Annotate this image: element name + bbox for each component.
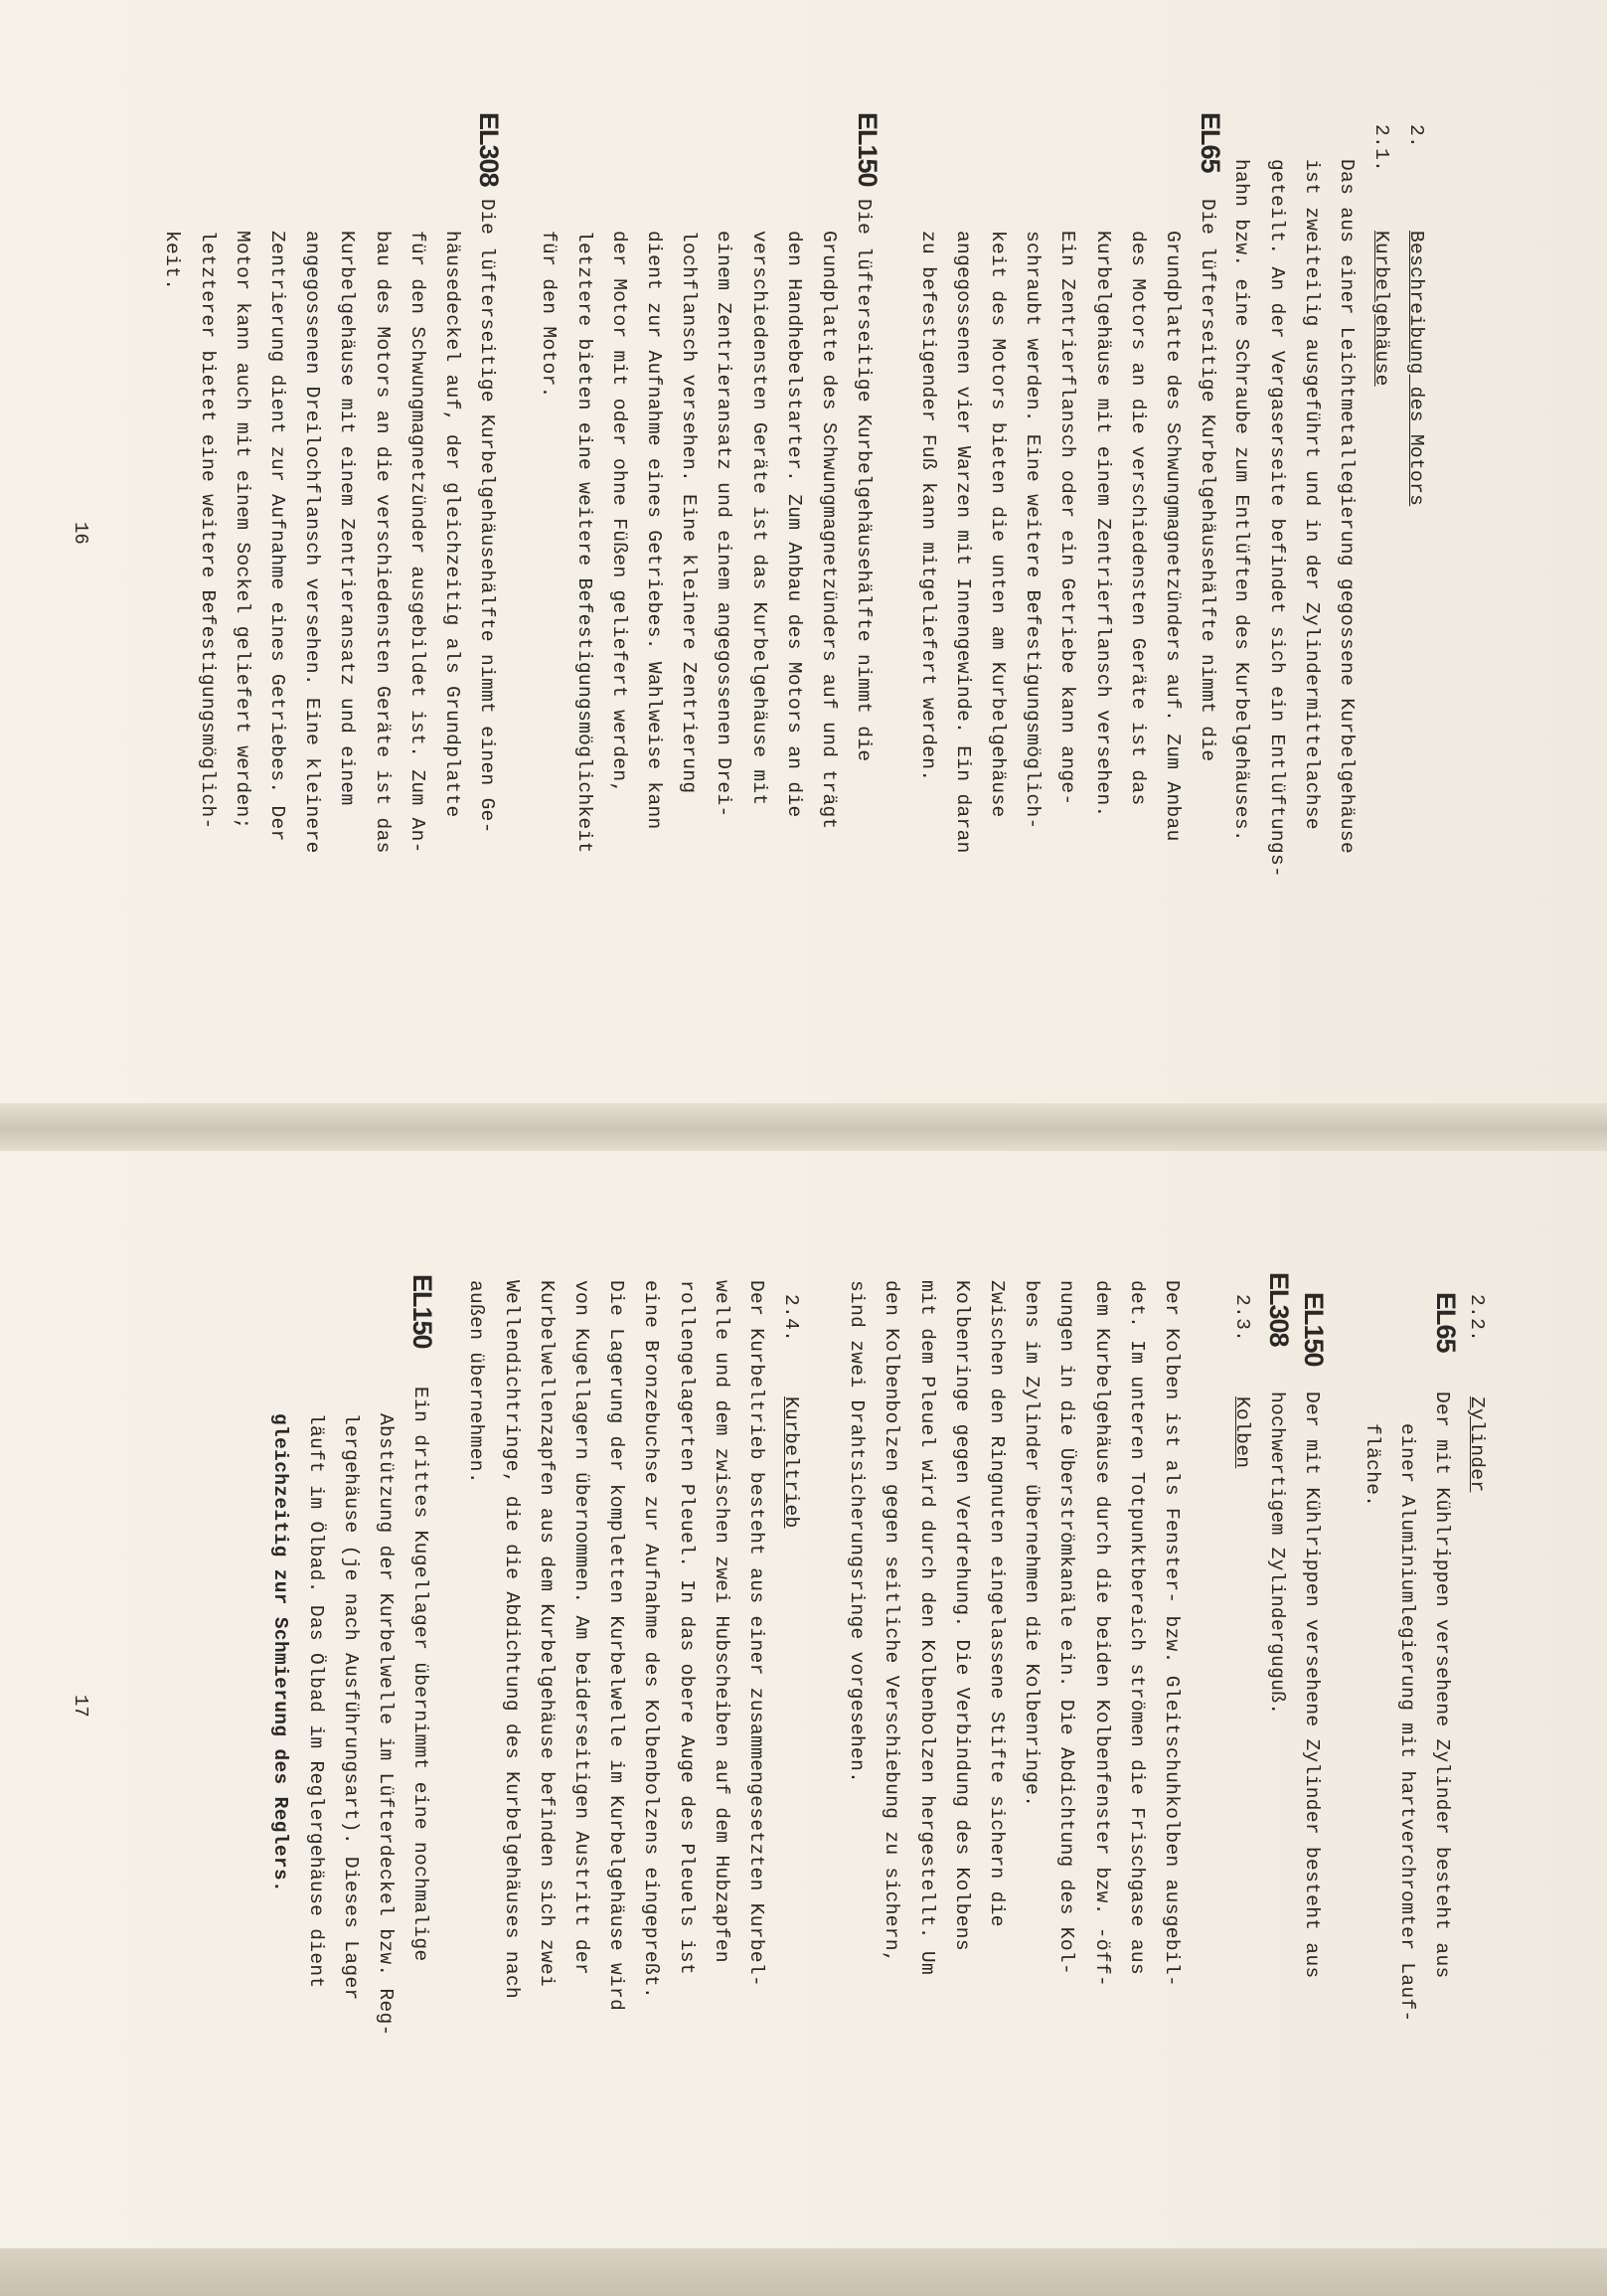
text-line: Ein Zentrierflansch oder ein Getriebe kann ange-	[1056, 231, 1079, 806]
text-line: hochwertigem Zylinderguguß.	[1265, 1392, 1288, 1716]
cylinder-el65-continuation	[1355, 1423, 1424, 2023]
text-line: bens im Zylinder übernehmen die Kolbenringe.	[1021, 1280, 1044, 1808]
text-line: Motor kann auch mit einem Sockel geliefert werden;	[231, 231, 253, 830]
text-line: Die Lagerung der kompletten Kurbelwelle im Kurbelgehäuse wird	[605, 1280, 628, 2012]
el308-paragraph	[154, 231, 469, 854]
text-line: Die lüfterseitige Kurbelgehäusehälfte nimmt die	[853, 199, 875, 762]
crank-number: 2.4.	[780, 1294, 802, 1343]
el65-first-line	[1190, 199, 1224, 761]
section-title: Beschreibung des Motors	[1405, 231, 1427, 507]
text-line: gleichzeitig zur Schmierung des Reglers.	[269, 1413, 292, 1893]
text-line: letztere bieten eine weitere Befestigungsmöglichkeit	[572, 231, 595, 854]
el150-first-line	[846, 199, 881, 761]
text-line: Die lüfterseitige Kurbelgehäusehälfte nimmt einen Ge-	[476, 199, 498, 834]
text-line: Der mit Kühlrippen versehene Zylinder besteht aus	[1301, 1392, 1323, 1979]
text-line: letzterer bietet eine weitere Befestigungsmöglich-	[196, 231, 219, 830]
text-line: keit.	[161, 231, 184, 291]
text-line: nungen in die Überströmkanäle ein. Die Abdichtung des Kol-	[1055, 1280, 1078, 1976]
text-line: der Motor mit oder ohne Füßen geliefert werden,	[607, 231, 630, 794]
book-gutter	[0, 1103, 1607, 1151]
text-line: Wellendichtringe, die die Abdichtung des Kurbelgehäuses nach	[500, 1280, 523, 2000]
text-line: Der Kurbeltrieb besteht aus einer zusammengesetzten Kurbel-	[745, 1280, 767, 1988]
text-line: welle und dem zwischen zwei Hubscheiben auf dem Hubzapfen	[710, 1280, 732, 1963]
text-line: häusedeckel auf, der gleichzeitig als Grundplatte	[441, 231, 463, 818]
crank-el150-paragraph	[262, 1413, 402, 2037]
cylinder-el65-paragraph	[1424, 1392, 1459, 1979]
model-label-el65: EL65	[1431, 1292, 1461, 1353]
crank-paragraph	[458, 1280, 773, 2011]
text-line: von Kugellagern übernommen. Am beiderseitigen Austritt der	[570, 1280, 593, 1976]
subsection-title: Kurbelgehäuse	[1370, 231, 1392, 387]
text-line: lergehäuse (je nach Ausführungsart). Dieses Lager	[339, 1413, 362, 2001]
text-line: bau des Motors an die verschiedensten Geräte ist das	[371, 231, 394, 854]
text-line: Zentrierung dient zur Aufnahme eines Getriebes. Der	[266, 231, 289, 842]
model-label-el150: EL150	[1299, 1292, 1329, 1367]
model-label-el308: EL308	[474, 112, 504, 187]
text-line: Kurbelwellenzapfen aus dem Kurbelgehäuse befinden sich zwei	[535, 1280, 558, 1988]
page-edge	[0, 2248, 1607, 2296]
text-line: den Handhebelstarter. Zum Anbau des Motors an die	[782, 231, 805, 818]
text-line: Der mit Kühlrippen versehene Zylinder besteht aus	[1431, 1392, 1453, 1979]
text-line: des Motors an die verschiedensten Geräte ist das	[1126, 231, 1149, 806]
text-line: schraubt werden. Eine weitere Befestigungsmöglich-	[1022, 231, 1045, 830]
text-line: geteilt. An der Vergaserseite befindet sich ein Entlüftungs-	[1265, 159, 1288, 879]
text-line: lochflansch versehen. Eine kleinere Zentrierung	[678, 231, 701, 794]
text-line: Kolbenringe gegen Verdrehung. Die Verbindung des Kolbens	[950, 1280, 973, 1951]
text-line: ist zweiteilig ausgeführt und in der Zylindermittelachse	[1300, 159, 1323, 830]
cylinder-title: Zylinder	[1466, 1396, 1488, 1493]
text-line: sind zwei Drahtsicherungsringe vorgesehen.	[846, 1280, 869, 1784]
section-number: 2.	[1405, 124, 1427, 149]
text-line: Das aus einer Leichtmetallegierung gegossene Kurbelgehäuse	[1336, 159, 1358, 855]
text-line: fläche.	[1361, 1423, 1383, 1508]
text-line: Kurbelgehäuse mit einem Zentrieransatz und einem	[336, 231, 359, 806]
intro-paragraph	[1223, 159, 1364, 878]
text-line: eine Bronzebuchse zur Aufnahme des Kolbenbolzens eingepreßt.	[640, 1280, 663, 2000]
text-line: Grundplatte des Schwungmagnetzünders auf und trägt	[818, 231, 840, 830]
piston-paragraph	[839, 1280, 1189, 1987]
text-line: außen übernehmen.	[465, 1280, 488, 1484]
el308-first-line	[469, 199, 504, 834]
el150-paragraph	[531, 231, 846, 854]
page-number: 16	[70, 522, 91, 545]
crank-title: Kurbeltrieb	[780, 1396, 802, 1529]
text-line: den Kolbenbolzen gegen seitliche Verschiebung zu sichern,	[881, 1280, 903, 1963]
model-label-el308: EL308	[1264, 1272, 1294, 1347]
text-line: Zwischen den Ringnuten eingelassene Stifte sichern die	[986, 1280, 1009, 1927]
text-line: einer Aluminiumlegierung mit hartverchromter Lauf-	[1396, 1423, 1418, 2023]
subsection-number: 2.1.	[1370, 124, 1392, 173]
text-line: einem Zentrieransatz und einem angegossenen Drei-	[713, 231, 735, 818]
piston-title: Kolben	[1231, 1396, 1253, 1469]
text-line: mit dem Pleuel wird durch den Kolbenbolzen hergestellt. Um	[915, 1280, 938, 1976]
text-line: det. Im unteren Totpunktbereich strömen die Frischgase aus	[1125, 1280, 1148, 1976]
text-line: rollengelagerten Pleuel. In das obere Auge des Pleuels ist	[675, 1280, 698, 1976]
cylinder-number: 2.2.	[1466, 1294, 1488, 1343]
text-line: Die lüfterseitige Kurbelgehäusehälfte nimmt die	[1197, 199, 1218, 762]
text-line: angegossenen vier Warzen mit Innengewinde. Ein daran	[951, 231, 974, 854]
model-label-el150: EL150	[853, 112, 883, 187]
text-line: angegossenen Dreilochflansch versehen. Eine kleinere	[301, 231, 324, 854]
text-line: Abstützung der Kurbelwelle im Lüfterdeckel bzw. Reg-	[375, 1413, 397, 2037]
text-line: Der Kolben ist als Fenster- bzw. Gleitschuhkolben ausgebil-	[1161, 1280, 1183, 1988]
model-label-el150: EL150	[407, 1274, 437, 1349]
text-line: für den Schwungmagnetzünder ausgebildet ist. Zum An-	[405, 231, 428, 854]
text-line: hahn bzw. eine Schraube zum Entlüften des Kurbelgehäuses.	[1230, 159, 1253, 842]
text-line: dem Kurbelgehäuse durch die beiden Kolbenfenster bzw. -öff-	[1090, 1280, 1113, 1988]
text-line: zu befestigender Fuß kann mitgeliefert werden.	[916, 231, 939, 782]
text-line: dient zur Aufnahme eines Getriebes. Wahlweise kann	[643, 231, 666, 830]
text-line: läuft im Ölbad. Das Ölbad im Reglergehäuse dient	[304, 1413, 327, 1989]
cylinder-el150-308-paragraph	[1259, 1392, 1329, 1979]
text-line: Kurbelgehäuse mit einem Zentrierflansch versehen.	[1091, 231, 1114, 818]
model-label-el65: EL65	[1196, 112, 1225, 173]
text-line: Ein drittes Kugellager übernimmt eine nochmalige	[409, 1387, 431, 1962]
text-line: für den Motor.	[538, 231, 561, 399]
page-number: 17	[70, 1695, 91, 1718]
piston-number: 2.3.	[1231, 1294, 1253, 1343]
text-line: Grundplatte des Schwungmagnetzünders auf. Zum Anbau	[1162, 231, 1184, 842]
crank-el150-first-line	[402, 1387, 437, 1962]
el65-paragraph	[910, 231, 1191, 854]
text-line: keit des Motors bieten die unten am Kurbelgehäuse	[987, 231, 1010, 818]
text-line: verschiedensten Geräte ist das Kurbelgehäuse mit	[747, 231, 770, 806]
